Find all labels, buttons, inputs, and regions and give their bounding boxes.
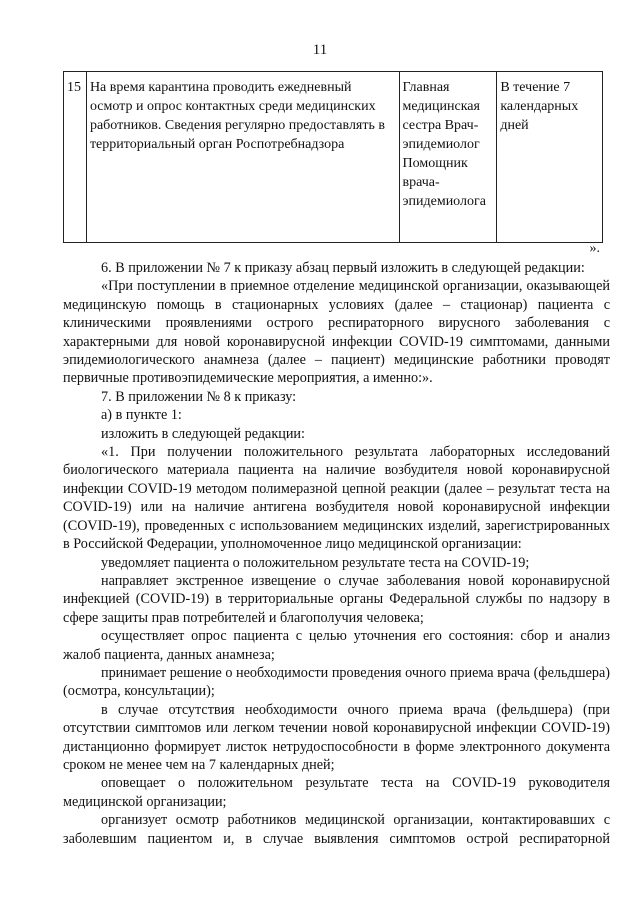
quote-end: ». bbox=[589, 241, 600, 256]
paragraph-report: направляет экстренное извещение о случае заболевания новой коронавирусной инфекцией (COVID-19) в территориальные органы Федеральной службы по надзору в сфере защиты прав потребителей и благополучия человека; bbox=[63, 572, 610, 626]
paragraph-inform-head: оповещает о положительном результате теста на COVID-19 руководителя медицинской организации; bbox=[63, 775, 610, 810]
paragraph-a: а) в пункте 1: bbox=[101, 407, 182, 424]
paragraph-6: 6. В приложении № 7 к приказу абзац первый изложить в следующей редакции: bbox=[101, 260, 585, 276]
paragraph-7: 7. В приложении № 8 к приказу: bbox=[101, 388, 297, 405]
paragraph-notify: уведомляет пациента о положительном результате теста на COVID-19; bbox=[101, 554, 530, 571]
measures-table bbox=[63, 71, 603, 243]
paragraph-survey: осуществляет опрос пациента с целью уточнения его состояния: сбор и анализ жалоб пациента, данных анамнеза; bbox=[63, 628, 610, 663]
paragraph-decision: принимает решение о необходимости проведения очного приема врача (фельдшера) (осмотра, консультации); bbox=[63, 664, 610, 700]
row-number: 15 bbox=[64, 72, 87, 243]
paragraph-organize: организует осмотр работников медицинской организации, контактировавших с заболевшим пациентом и, в случае выявления симптомов острой респираторной bbox=[63, 812, 610, 847]
paragraph-sick-leave: в случае отсутствия необходимости очного приема врача (фельдшера) (при отсутствии симптомов или легком течении новой коронавирусной инфекции COVID-19) дистанционно формирует листок нетрудоспособности в форме электронного документа сроком не менее чем на 7 календарных дней; bbox=[63, 701, 610, 773]
table-row bbox=[64, 72, 603, 243]
paragraph-quote-7: «При поступлении в приемное отделение медицинской организации, оказывающей медицинскую помощь в стационарных условиях (далее – стационар) пациента с клиническими проявлениями острого респираторного вирусного заболевания с характерными для новой коронавирусной инфекции COVID-19 симптомами, данными эпидемиологического анамнеза (далее – пациент) медицинские работники проводят первичные противоэпидемические мероприятия, а именно:». bbox=[63, 278, 610, 387]
paragraph-edit: изложить в следующей редакции: bbox=[101, 425, 305, 442]
page-number: 11 bbox=[312, 42, 328, 58]
responsible-persons: Главная медицинская сестра Врач-эпидемиолог Помощник врача-эпидемиолога bbox=[399, 72, 497, 243]
deadline: В течение 7 календарных дней bbox=[497, 72, 603, 243]
document-body bbox=[63, 259, 610, 848]
measure-text: На время карантина проводить ежедневный осмотр и опрос контактных среди медицинских работников. Сведения регулярно предоставлять в территориальный орган Роспотребнадзора bbox=[86, 72, 399, 243]
paragraph-point-1: «1. При получении положительного результата лабораторных исследований биологического материала пациента на наличие возбудителя новой коронавирусной инфекции COVID-19 методом полимеразной цепной реакции (далее – результат теста на COVID-19) или на наличие антигена возбудителя новой коронавирусной инфекции (COVID-19), проведенных с использованием медицинских изделий, зарегистрированных в Российской Федерации, уполномоченное лицо медицинской организации: bbox=[63, 444, 610, 553]
